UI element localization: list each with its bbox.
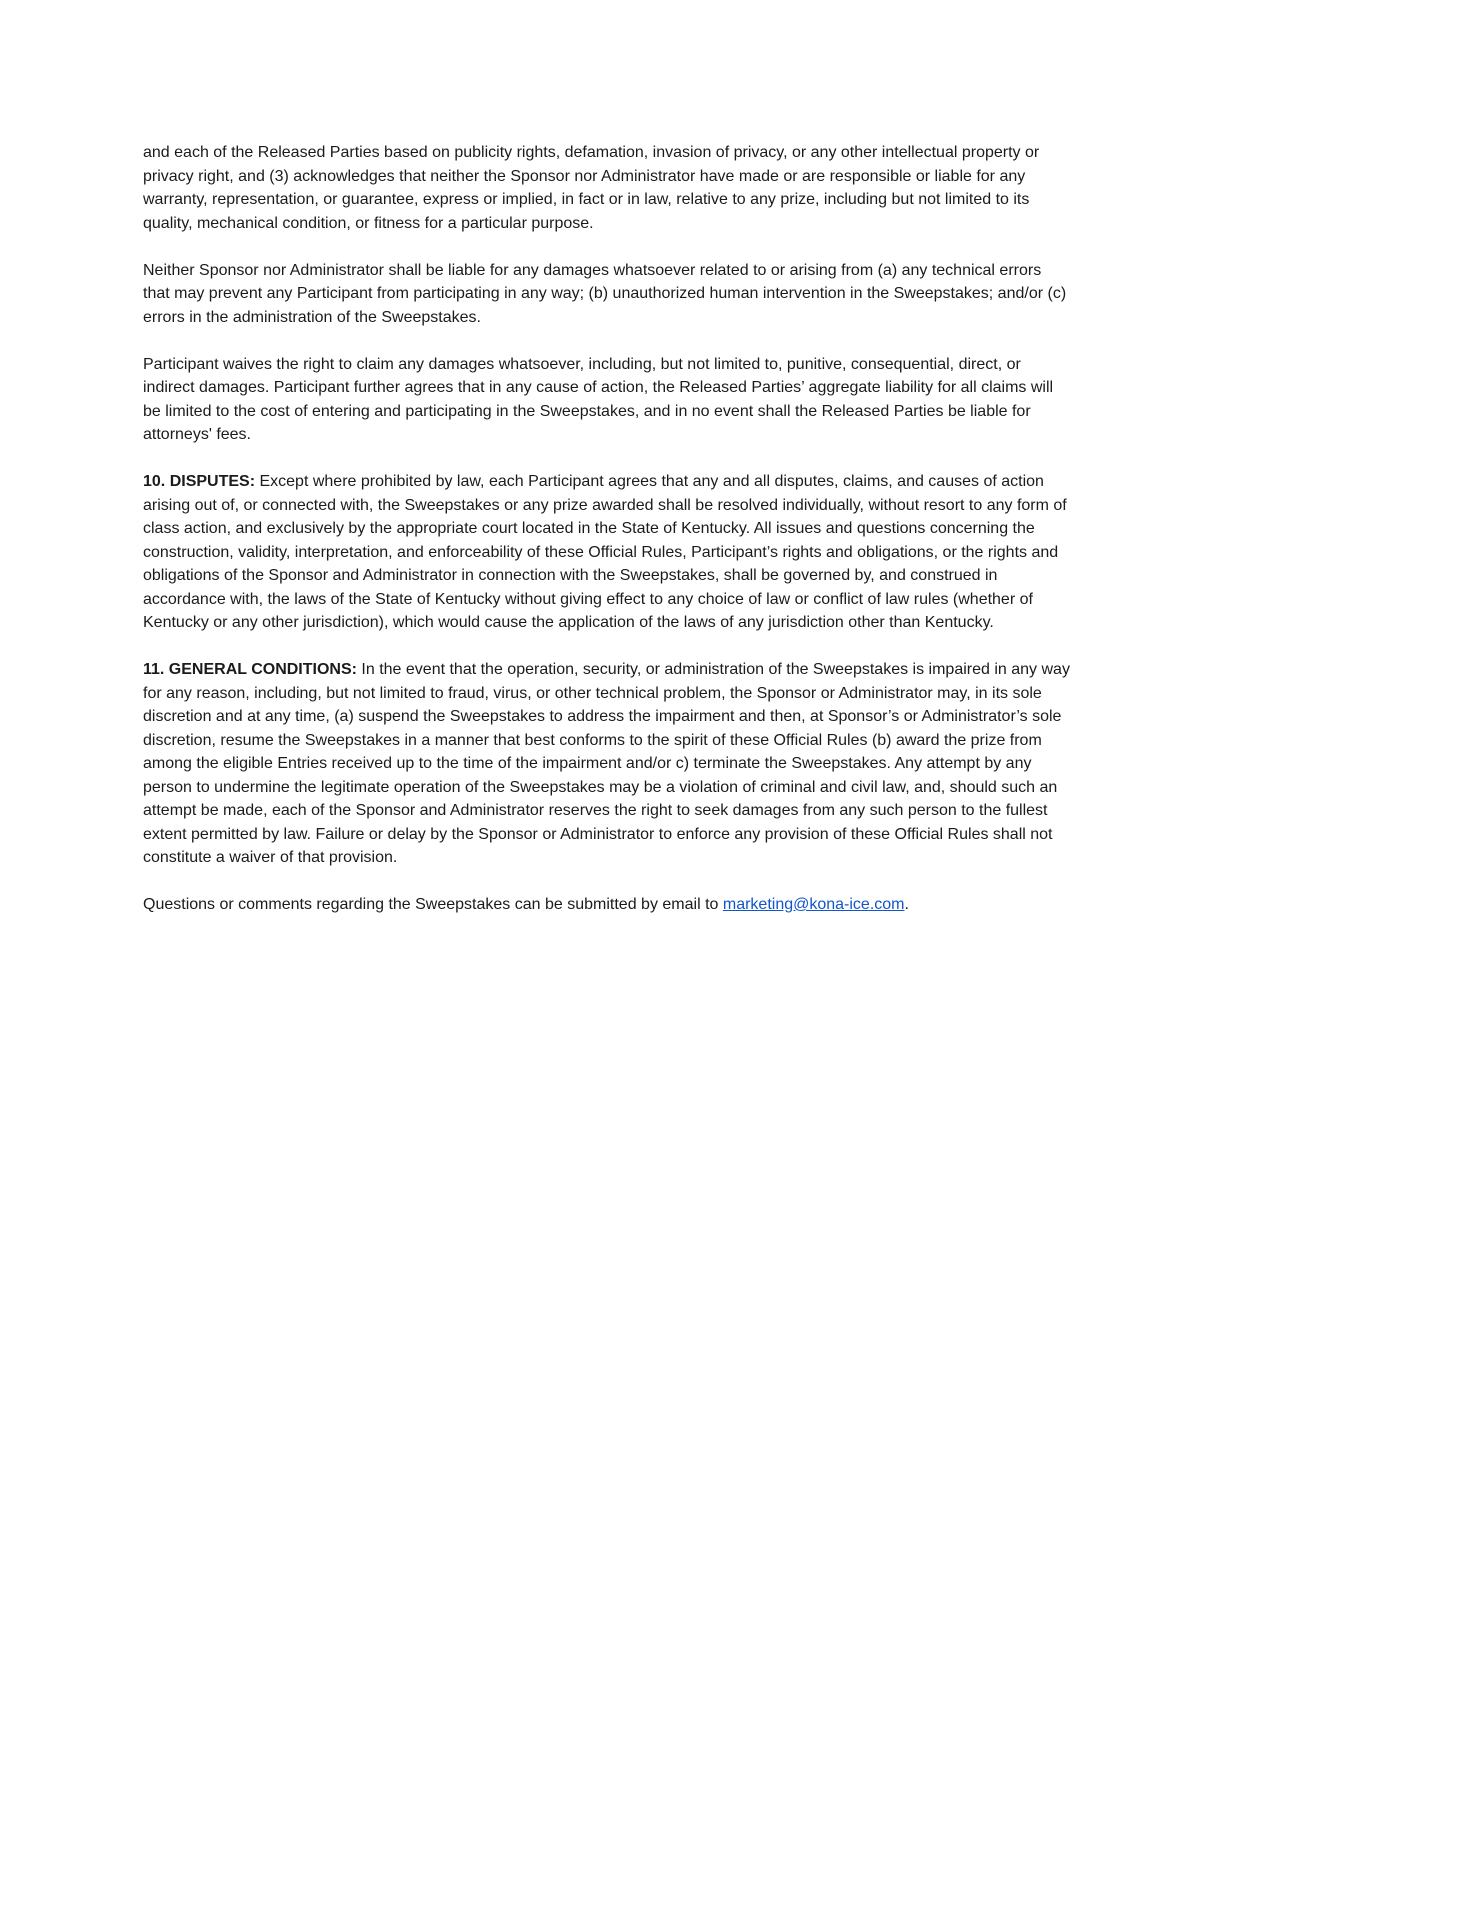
paragraph: Participant waives the right to claim any damages whatsoever, including, but not limited to, punitive, consequential, direct, or indirect damages. Participant further agrees that in any cause of action, the Released Parties’ aggregate liability for all claims will be limited to the cost of entering and participating in the Sweepstakes, and in no event shall the Released Parties be liable for attorneys' fees. bbox=[143, 355, 1054, 443]
document-body bbox=[143, 141, 1071, 940]
section-heading: 10. DISPUTES: bbox=[143, 473, 256, 490]
paragraph: 11. GENERAL CONDITIONS: In the event that the operation, security, or administration of the Sweepstakes is impaired in any way for any reason, including, but not limited to fraud, virus, or other technical problem, the Sponsor or Administrator may, in its sole discretion and at any time, (a) suspend the Sweepstakes to address the impairment and then, at Sponsor’s or Administrator’s sole discretion, resume the Sweepstakes in a manner that best conforms to the spirit of these Official Rules (b) award the prize from among the eligible Entries received up to the time of the impairment and/or c) terminate the Sweepstakes. Any attempt by any person to undermine the legitimate operation of the Sweepstakes may be a violation of criminal and civil law, and, should such an attempt be made, each of the Sponsor and Administrator reserves the right to seek damages from any such person to the fullest extent permitted by law. Failure or delay by the Sponsor or Administrator to enforce any provision of these Official Rules shall not constitute a waiver of that provision. bbox=[143, 661, 1070, 866]
paragraph: 10. DISPUTES: Except where prohibited by law, each Participant agrees that any and all disputes, claims, and causes of action arising out of, or connected with, the Sweepstakes or any prize awarded shall be resolved individually, without resort to any form of class action, and exclusively by the appropriate court located in the State of Kentucky. All issues and questions concerning the construction, validity, interpretation, and enforceability of these Official Rules, Participant’s rights and obligations, or the rights and obligations of the Sponsor and Administrator in connection with the Sweepstakes, shall be governed by, and construed in accordance with, the laws of the State of Kentucky without giving effect to any choice of law or conflict of law rules (whether of Kentucky or any other jurisdiction), which would cause the application of the laws of any jurisdiction other than Kentucky. bbox=[143, 473, 1067, 631]
paragraph: and each of the Released Parties based on publicity rights, defamation, invasion of privacy, or any other intellectual property or privacy right, and (3) acknowledges that neither the Sponsor nor Administrator have made or are responsible or liable for any warranty, representation, or guarantee, express or implied, in fact or in law, relative to any prize, including but not limited to its quality, mechanical condition, or fitness for a particular purpose. bbox=[143, 144, 1040, 232]
email-link[interactable]: marketing@kona-ice.com bbox=[722, 896, 905, 913]
paragraph: Neither Sponsor nor Administrator shall be liable for any damages whatsoever related to or arising from (a) any technical errors that may prevent any Participant from participating in any way; (b) unauthorized human intervention in the Sweepstakes; and/or (c) errors in the administration of the Sweepstakes. bbox=[143, 261, 1067, 326]
section-heading: 11. GENERAL CONDITIONS: bbox=[143, 661, 357, 678]
paragraph: Questions or comments regarding the Sweepstakes can be submitted by email to marketing@kona-ice.com. bbox=[143, 896, 909, 913]
